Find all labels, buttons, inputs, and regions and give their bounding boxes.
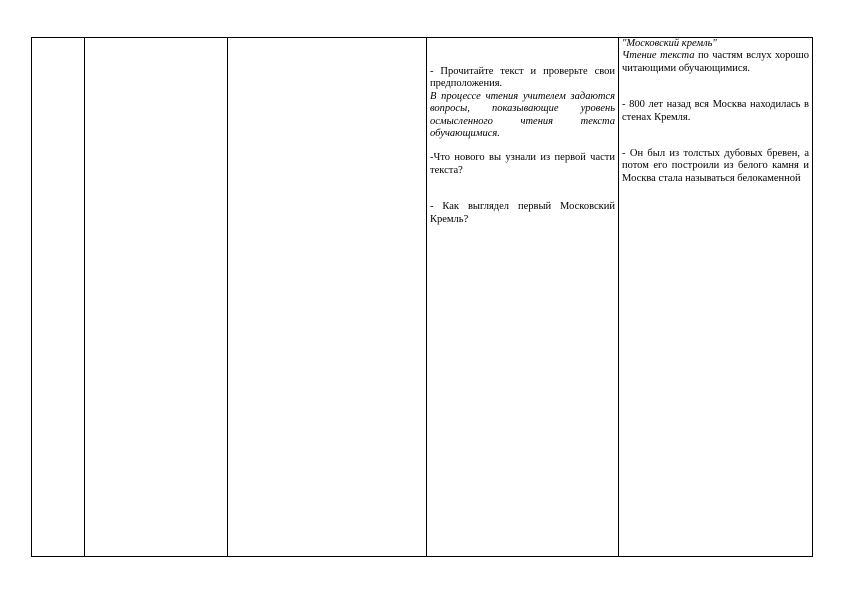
instruction-text: - Прочитайте текст и проверьте свои предположения.: [430, 66, 615, 90]
answer-2: - Он был из толстых дубовых бревен, а потом его построили из белого камня и Москва стала называться белокаменной: [622, 148, 809, 184]
reading-label: Чтение текста: [622, 50, 695, 62]
empty-cell: [85, 38, 228, 557]
question-2: - Как выглядел первый Московский Кремль?: [430, 201, 615, 225]
lesson-table: [31, 37, 813, 557]
empty-cell: [32, 38, 85, 557]
reading-rest: по частям вслух хорошо читающими обучающимися.: [622, 50, 809, 74]
table-row: [32, 38, 813, 557]
text-title: "Московский кремль": [622, 38, 717, 49]
empty-cell: [228, 38, 427, 557]
question-1: -Что нового вы узнали из первой части текста?: [430, 152, 615, 176]
reading-note: [622, 50, 809, 75]
answer-1: - 800 лет назад вся Москва находилась в стенах Кремля.: [622, 99, 809, 123]
teacher-note: В процессе чтения учителем задаются вопросы, показывающие уровень осмысленного чтения текста обучающимися.: [430, 90, 615, 140]
teacher-activity-cell: [427, 38, 619, 557]
student-activity-cell: [619, 38, 813, 557]
